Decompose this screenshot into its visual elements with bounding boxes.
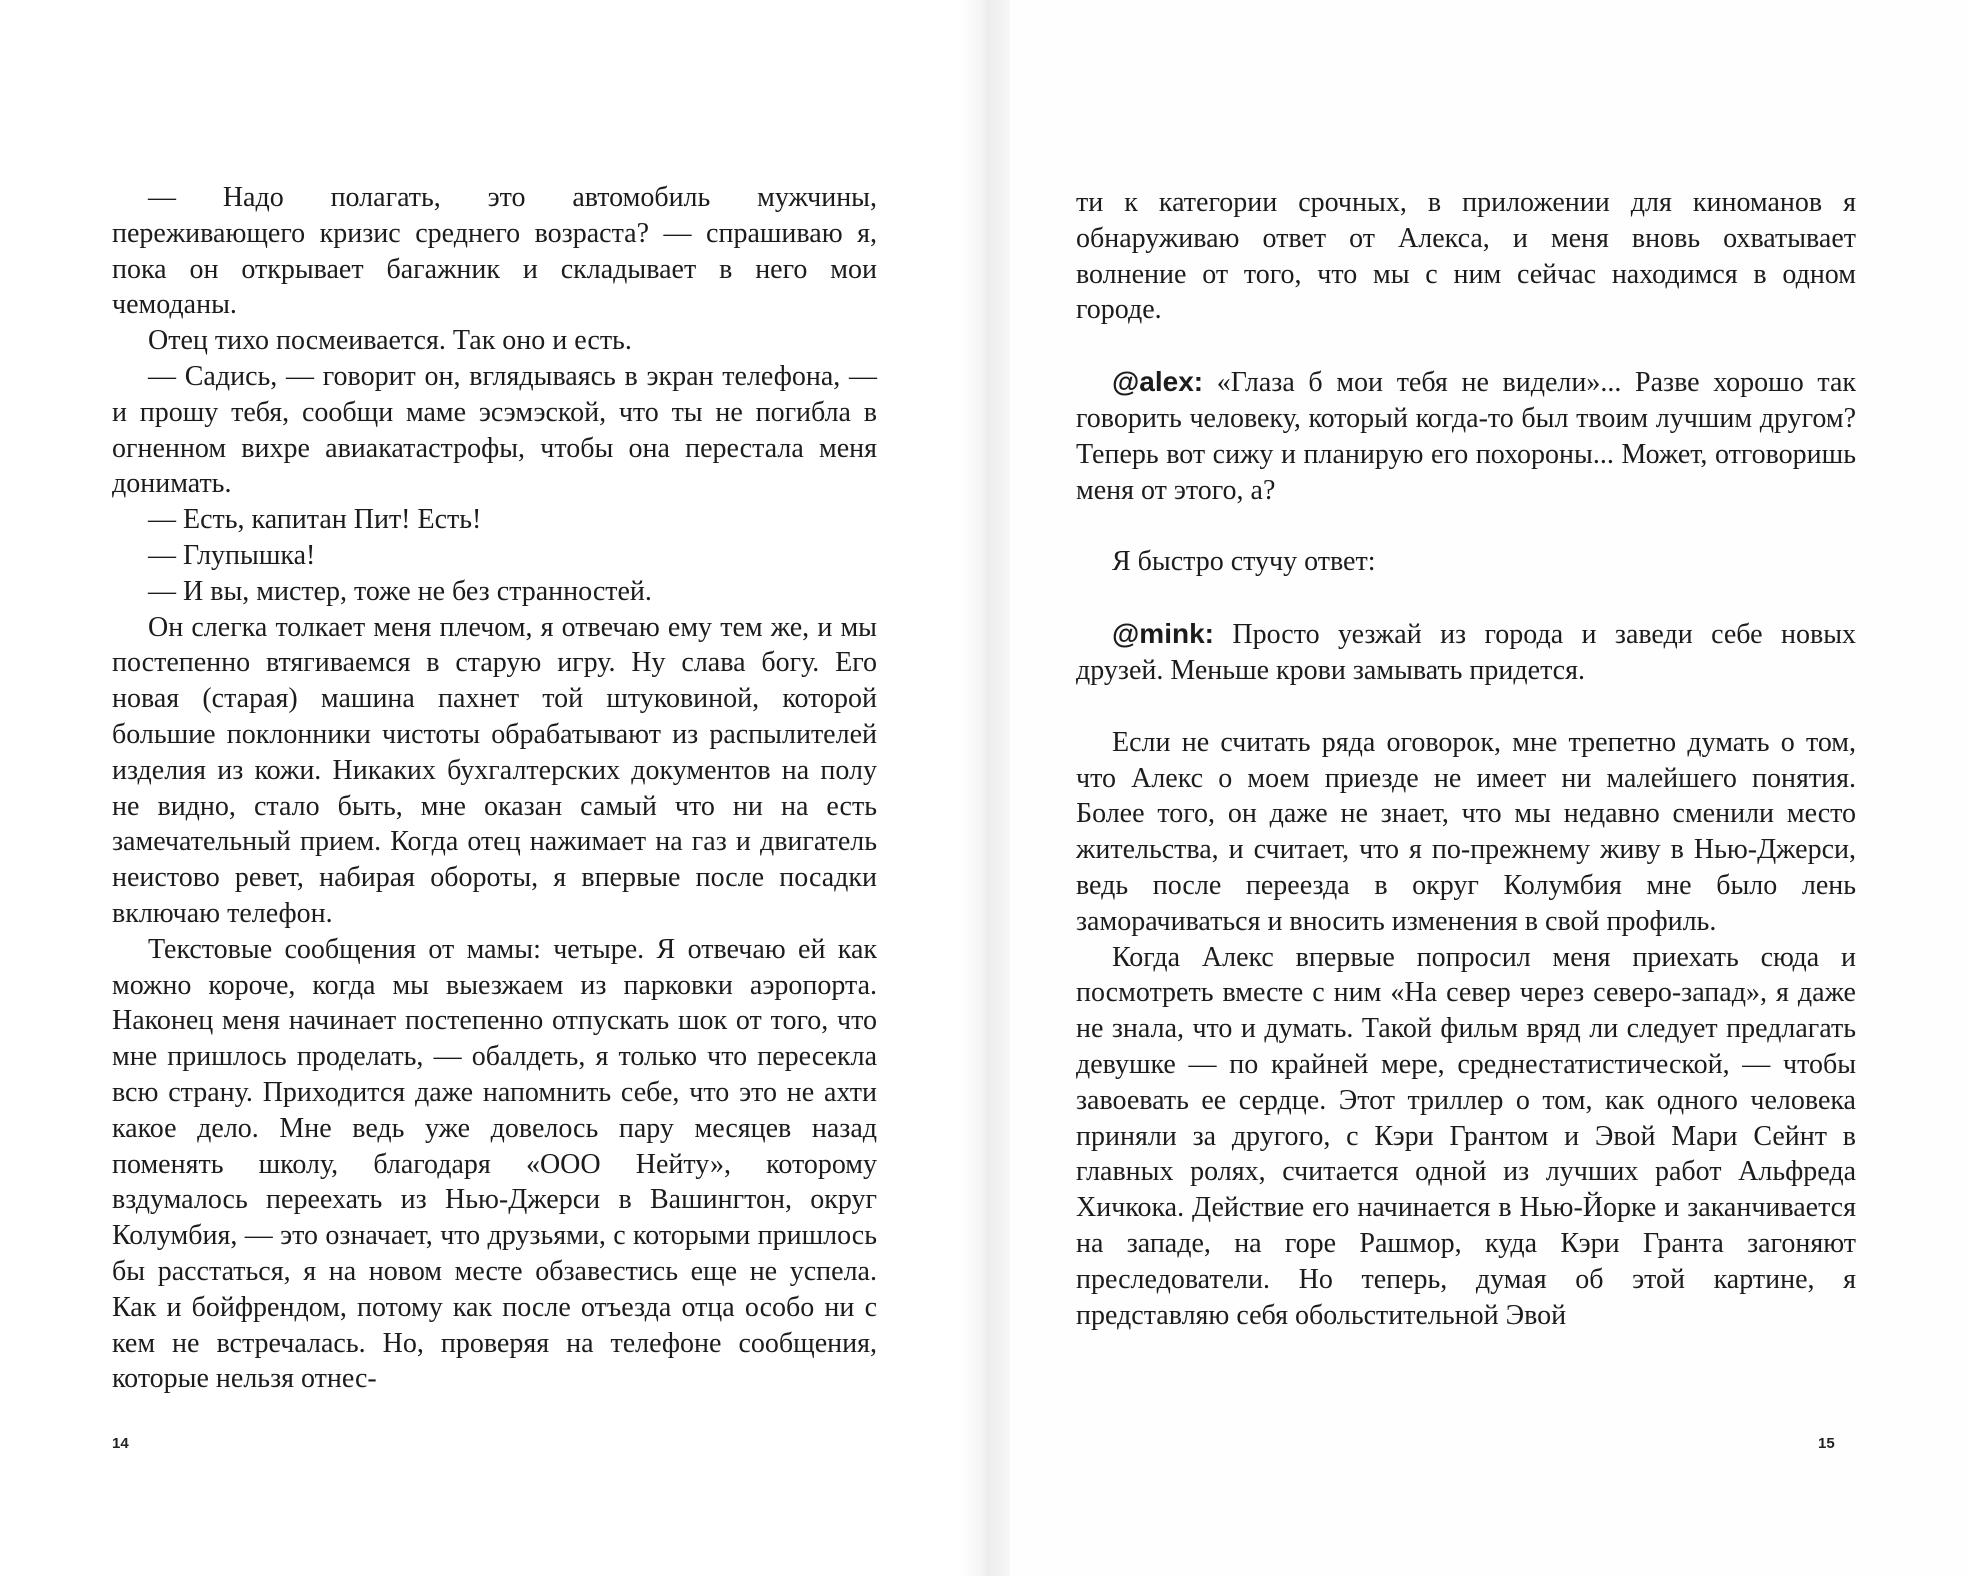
username-alex: @alex: [1112,366,1204,398]
paragraph: Отец тихо посмеивается. Так оно и есть. [148,325,632,357]
left-page [0,0,960,1576]
right-page-body [1076,185,1856,1333]
page-number: 14 [112,1435,129,1452]
paragraph: Текстовые сообщения от мамы: четыре. Я отвечаю ей как можно короче, когда мы выезжаем из парковки аэропорта. Наконец меня начинает постепенно отпускать шок от того, что мне пришлось проделать, — обалдеть, я только что пересекла всю страну. Приходится даже напомнить себе, что это не ахти какое дело. Мне ведь уже довелось пару месяцев назад поменять школу, благодаря «ООО Нейту», которому вздумалось переехать из Нью-Джерси в Вашингтон, округ Колумбия, — это означает, что друзьями, с которыми пришлось бы расстаться, я на новом месте обзавестись еще не успела. Как и бойфрендом, потому как после отъезда отца особо ни с кем не встречалась. Но, проверяя на телефоне сообщения, которые нельзя отнес- [112,933,877,1395]
paragraph: — И вы, мистер, тоже не без странностей. [148,575,652,607]
paragraph: — Глупышка! [148,539,316,571]
paragraph: Он слегка толкает меня плечом, я отвечаю ему тем же, и мы постепенно втягиваемся в старую игру. Ну слава богу. Его новая (старая) машина пахнет той штуковиной, которой большие поклонники чистоты обрабатывают из распылителей изделия из кожи. Никаких бухгалтерских документов на полу не видно, стало быть, мне оказан самый что ни на есть замечательный прием. Когда отец нажимает на газ и двигатель неистово ревет, набирая обороты, я впервые после посадки включаю телефон. [112,611,877,929]
chat-message-mink [1076,616,1856,689]
paragraph-continuation: ти к категории срочных, в приложении для киноманов я обнаруживаю ответ от Алекса, и меня вновь охватывает волнение от того, что мы с ним сейчас находимся в одном городе. [1076,187,1856,326]
paragraph: — Садись, — говорит он, вглядываясь в экран телефона, — и прошу тебя, сообщи маме эсэмэской, что ты не погибла в огненном вихре авиакатастрофы, чтобы она перестала меня донимать. [112,360,877,500]
right-page [1010,0,1966,1576]
paragraph: — Есть, капитан Пит! Есть! [148,504,482,536]
left-page-body [112,180,877,1397]
book-gutter [960,0,1010,1576]
chat-message-alex [1076,364,1856,508]
paragraph: — Надо полагать, это автомобиль мужчины, переживающего кризис среднего возраста? — спрашиваю я, пока он открывает багажник и складывает в него мои чемоданы. [112,182,877,321]
page-number: 15 [1818,1435,1835,1452]
message-text: «Глаза б мои тебя не видели»... Разве хорошо так говорить человеку, который когда-то был твоим лучшим другом? Теперь вот сижу и планирую его похороны... Может, отговоришь меня от этого, а? [1076,367,1856,506]
paragraph: Когда Алекс впервые попросил меня приехать сюда и посмотреть вместе с ним «На север через северо-запад», я даже не знала, что и думать. Такой фильм вряд ли следует предлагать девушке — по крайней мере, среднестатистической, — чтобы завоевать ее сердце. Этот триллер о том, как одного человека приняли за другого, с Кэри Грантом и Эвой Мари Сейнт в главных ролях, считается одной из лучших работ Альфреда Хичкока. Действие его начинается в Нью-Йорке и заканчивается на западе, на горе Рашмор, куда Кэри Гранта загоняют преследователи. Но теперь, думая об этой картине, я представляю себя обольстительной Эвой [1076,941,1856,1331]
message-text: Просто уезжай из города и заведи себе новых друзей. Меньше крови замывать придется. [1076,619,1857,686]
paragraph: Если не считать ряда оговорок, мне трепетно думать о том, что Алекс о моем приезде не имеет ни малейшего понятия. Более того, он даже не знает, что мы недавно сменили место жительства, и считает, что я по-прежнему живу в Нью-Джерси, ведь после переезда в округ Колумбия мне было лень заморачиваться и вносить изменения в свой профиль. [1076,726,1856,937]
username-mink: @mink: [1112,618,1214,650]
paragraph: Я быстро стучу ответ: [1112,546,1376,578]
